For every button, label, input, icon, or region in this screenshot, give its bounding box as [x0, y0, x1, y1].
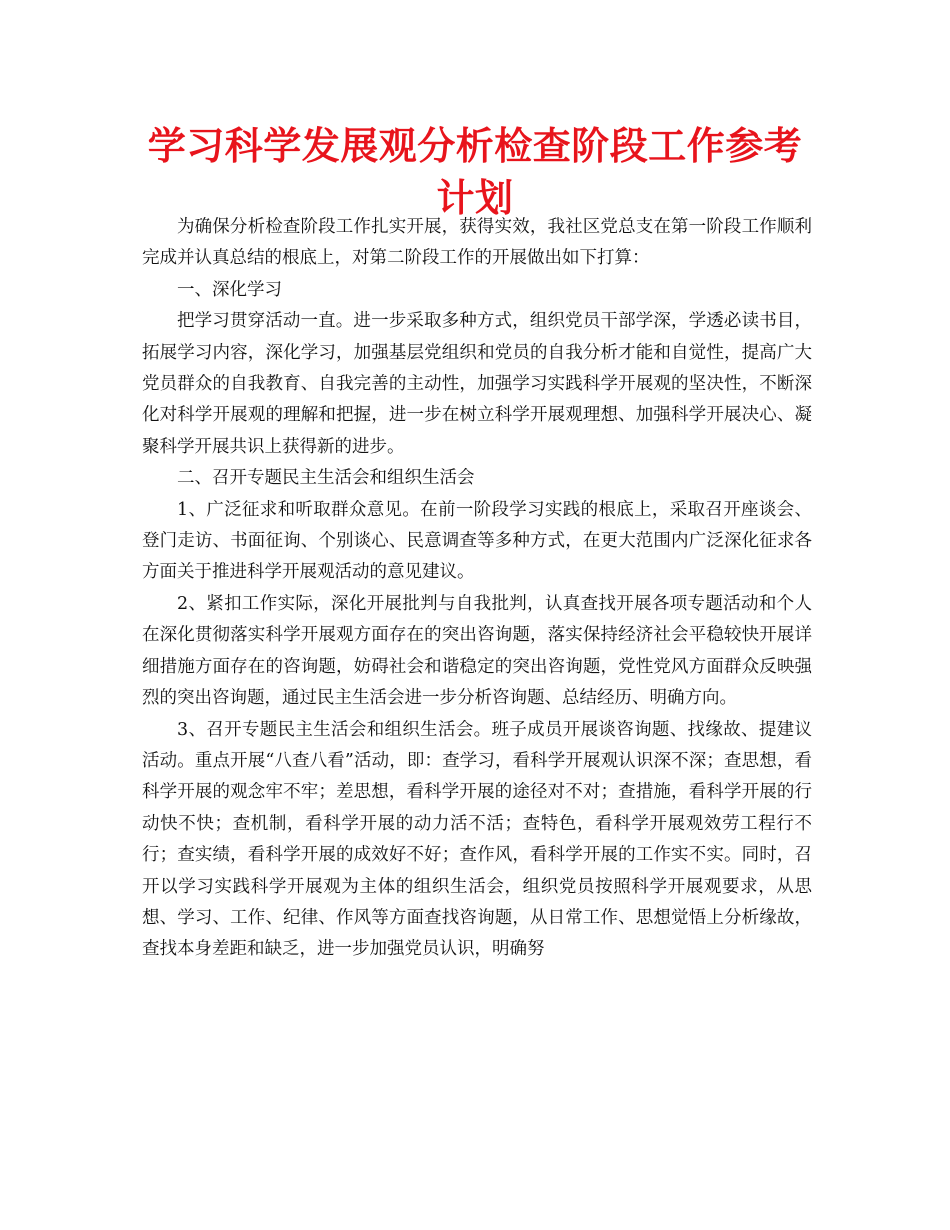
paragraph-item-3: 3、召开专题民主生活会和组织生活会。班子成员开展谈咨询题、找缘故、提建议活动。重点开展“八查八看”活动，即：查学习，看科学开展观认识深不深；查思想，看科学开展的观念牢不牢；差思想，看科学开展的途径对不对；查措施，看科学开展的行动快不快；查机制，看科学开展的动力活不活；查特色，看科学开展观效劳工程行不行；查实绩，看科学开展的成效好不好；查作风，看科学开展的工作实不实。同时，召开以学习实践科学开展观为主体的组织生活会，组织党员按照科学开展观要求，从思想、学习、工作、纪律、作风等方面查找咨询题，从日常工作、思想觉悟上分析缘故，查找本身差距和缺乏，进一步加强党员认识，明确努: [142, 719, 812, 960]
paragraph-section-1: 把学习贯穿活动一直。进一步采取多种方式，组织党员干部学深，学透必读书目，拓展学习内容，深化学习，加强基层党组织和党员的自我分析才能和自觉性，提高广大党员群众的自我教育、自我完善的主动性，加强学习实践科学开展观的坚决性，不断深化对科学开展观的理解和把握，进一步在树立科学开展观理想、加强科学开展决心、凝聚科学开展共识上获得新的进步。: [142, 311, 812, 457]
paragraph-item-2: 2、紧扣工作实际，深化开展批判与自我批判，认真查找开展各项专题活动和个人在深化贯彻落实科学开展观方面存在的突出咨询题，落实保持经济社会平稳较快开展详细措施方面存在的咨询题，妨碍社会和谐稳定的突出咨询题，党性党风方面群众反映强烈的突出咨询题，通过民主生活会进一步分析咨询题、总结经历、明确方向。: [142, 593, 812, 709]
section-heading-2: 二、召开专题民主生活会和组织生活会: [177, 468, 475, 489]
document-title: 学习科学发展观分析检查阶段工作参考计划: [147, 124, 803, 220]
document-body: [142, 212, 812, 966]
paragraph-intro: 为确保分析检查阶段工作扎实开展，获得实效，我社区党总支在第一阶段工作顺利完成并认真总结的根底上，对第二阶段工作的开展做出如下打算：: [142, 217, 812, 269]
section-heading-1: 一、深化学习: [177, 279, 282, 300]
paragraph-item-1: 1、广泛征求和听取群众意见。在前一阶段学习实践的根底上，采取召开座谈会、登门走访、书面征询、个别谈心、民意调查等多种方式，在更大范围内广泛深化征求各方面关于推进科学开展观活动的意见建议。: [142, 499, 812, 583]
